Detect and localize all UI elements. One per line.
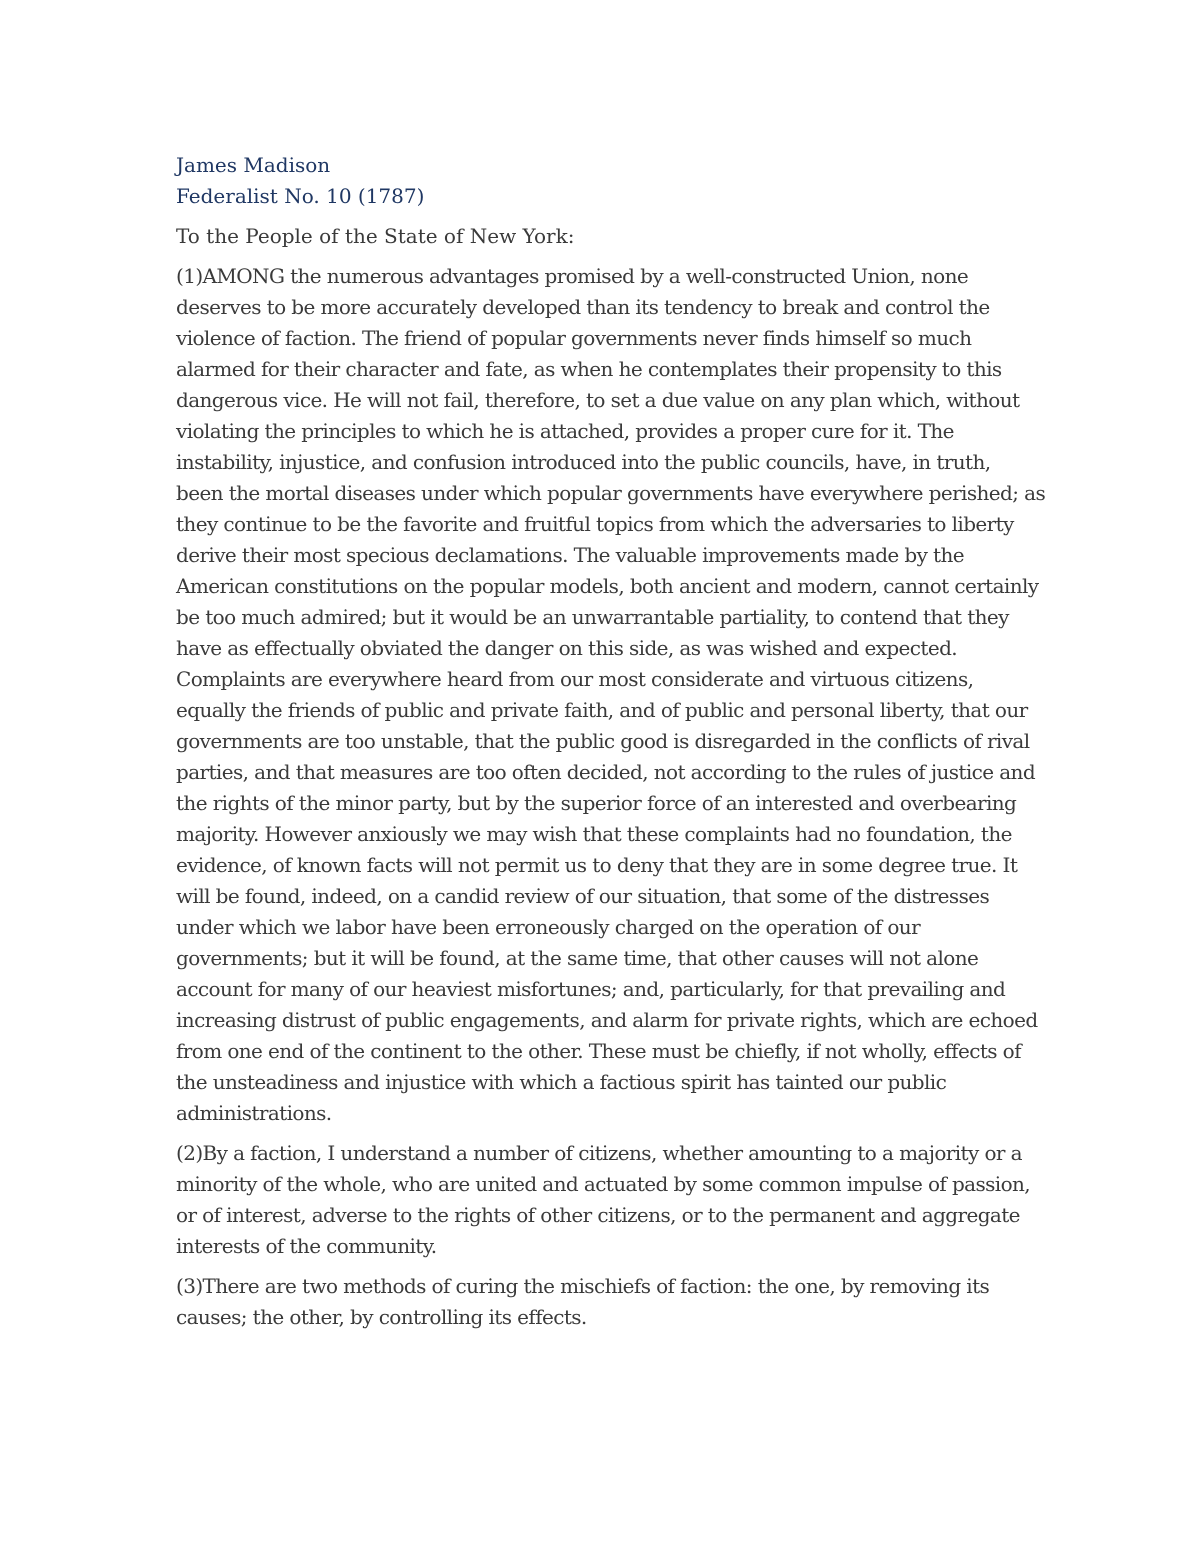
text-line: dangerous vice. He will not fail, therefore, to set a due value on any plan which, without xyxy=(176,388,1020,412)
paragraph-2 xyxy=(176,1138,1031,1262)
text-line: governments are too unstable, that the public good is disregarded in the conflicts of rival xyxy=(176,729,1030,753)
author-name: James Madison xyxy=(176,153,331,177)
text-line: instability, injustice, and confusion introduced into the public councils, have, in truth, xyxy=(176,450,991,474)
text-line: will be found, indeed, on a candid review of our situation, that some of the distresses xyxy=(176,884,990,908)
text-line: been the mortal diseases under which popular governments have everywhere perished; as xyxy=(176,481,1046,505)
salutation: To the People of the State of New York: xyxy=(176,224,575,248)
text-line: the unsteadiness and injustice with which a factious spirit has tainted our public xyxy=(176,1070,947,1094)
text-line: (3)There are two methods of curing the mischiefs of faction: the one, by removing its xyxy=(176,1274,990,1298)
text-line: equally the friends of public and private faith, and of public and personal liberty, that our xyxy=(176,698,1028,722)
text-line: increasing distrust of public engagements, and alarm for private rights, which are echoed xyxy=(176,1008,1038,1032)
text-line: parties, and that measures are too often decided, not according to the rules of justice and xyxy=(176,760,1036,784)
text-line: violence of faction. The friend of popular governments never finds himself so much xyxy=(176,326,972,350)
body-paragraphs xyxy=(176,261,1046,1333)
text-line: American constitutions on the popular models, both ancient and modern, cannot certainly xyxy=(176,574,1039,598)
text-line: governments; but it will be found, at the same time, that other causes will not alone xyxy=(176,946,979,970)
document-page xyxy=(176,150,1046,1333)
text-line: (1)AMONG the numerous advantages promised by a well-constructed Union, none xyxy=(176,264,969,288)
text-line: Complaints are everywhere heard from our most considerate and virtuous citizens, xyxy=(176,667,974,691)
text-line: majority. However anxiously we may wish that these complaints had no foundation, the xyxy=(176,822,1012,846)
text-line: or of interest, adverse to the rights of other citizens, or to the permanent and aggregate xyxy=(176,1203,1020,1227)
text-line: have as effectually obviated the danger on this side, as was wished and expected. xyxy=(176,636,958,660)
paragraph-1 xyxy=(176,261,1046,1129)
text-line: minority of the whole, who are united and actuated by some common impulse of passion, xyxy=(176,1172,1031,1196)
text-line: they continue to be the favorite and fruitful topics from which the adversaries to liberty xyxy=(176,512,1014,536)
text-line: causes; the other, by controlling its effects. xyxy=(176,1305,587,1329)
text-line: administrations. xyxy=(176,1101,332,1125)
text-line: (2)By a faction, I understand a number of citizens, whether amounting to a majority or a xyxy=(176,1141,1022,1165)
text-line: under which we labor have been erroneously charged on the operation of our xyxy=(176,915,921,939)
text-line: alarmed for their character and fate, as when he contemplates their propensity to this xyxy=(176,357,1002,381)
text-line: evidence, of known facts will not permit us to deny that they are in some degree true. It xyxy=(176,853,1018,877)
text-line: account for many of our heaviest misfortunes; and, particularly, for that prevailing and xyxy=(176,977,1006,1001)
paragraph-3 xyxy=(176,1271,1026,1333)
text-line: violating the principles to which he is attached, provides a proper cure for it. The xyxy=(176,419,954,443)
text-line: deserves to be more accurately developed than its tendency to break and control the xyxy=(176,295,990,319)
text-line: from one end of the continent to the other. These must be chiefly, if not wholly, effects of xyxy=(176,1039,1021,1063)
text-line: derive their most specious declamations. The valuable improvements made by the xyxy=(176,543,965,567)
document-title: Federalist No. 10 (1787) xyxy=(176,184,425,208)
text-line: interests of the community. xyxy=(176,1234,437,1258)
text-line: be too much admired; but it would be an unwarrantable partiality, to contend that they xyxy=(176,605,1009,629)
text-line: the rights of the minor party, but by the superior force of an interested and overbearing xyxy=(176,791,1017,815)
